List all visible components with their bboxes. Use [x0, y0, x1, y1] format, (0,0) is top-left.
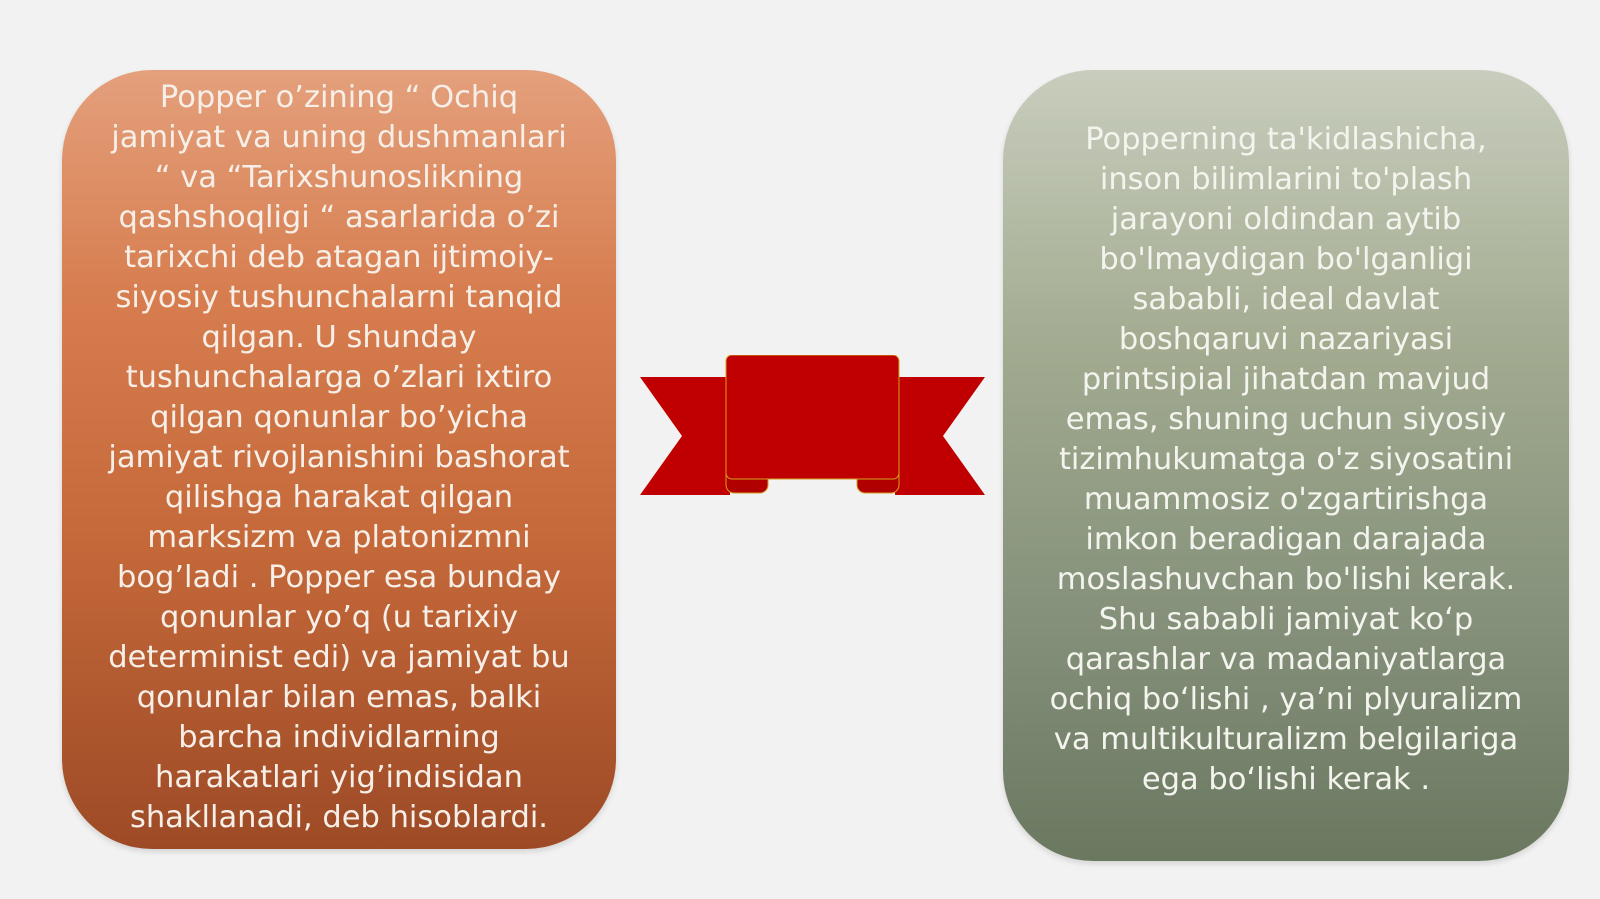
- left-text-card: [62, 70, 616, 849]
- ribbon-right-tail: [895, 377, 985, 495]
- ribbon-center-panel: [726, 355, 899, 479]
- left-card-text: Popper o’zining “ Ochiq jamiyat va uning dushmanlari “ va “Tarixshunoslikning qashshoqligi “ asarlarida o’zi tarixchi deb atagan ijtimoiy- siyosiy tushunchalarni tanqid qilgan. U shunday tushunchalarga o’zlari ixtiro qilgan qonunlar bo’yicha jamiyat rivojlanishini bashorat qilishga harakat qilgan marksizm va platonizmni bog’ladi . Popper esa bunday qonunlar yo’q (u tarixiy determinist edi) va jamiyat bu qonunlar bilan emas, balki barcha individlarning harakatlari yig’indisidan shakllanadi, deb hisoblardi.: [108, 80, 570, 835]
- ribbon-banner-icon: [640, 355, 985, 505]
- right-card-text: Popperning ta'kidlashicha, inson bilimlarini to'plash jarayoni oldindan aytib bo'lmaydigan bo'lganligi sababli, ideal davlat boshqaruvi nazariyasi printsipial jihatdan mavjud emas, shuning uchun siyosiy tizimhukumatga o'z siyosatini muammosiz o'zgartirishga imkon beradigan darajada moslashuvchan bo'lishi kerak. Shu sababli jamiyat ko‘p qarashlar va madaniyatlarga ochiq bo‘lishi , ya’ni plyuralizm va multikulturalizm belgilariga ega bo‘lishi kerak .: [1049, 122, 1523, 797]
- right-text-card: [1003, 70, 1569, 861]
- ribbon-left-tail: [640, 377, 730, 495]
